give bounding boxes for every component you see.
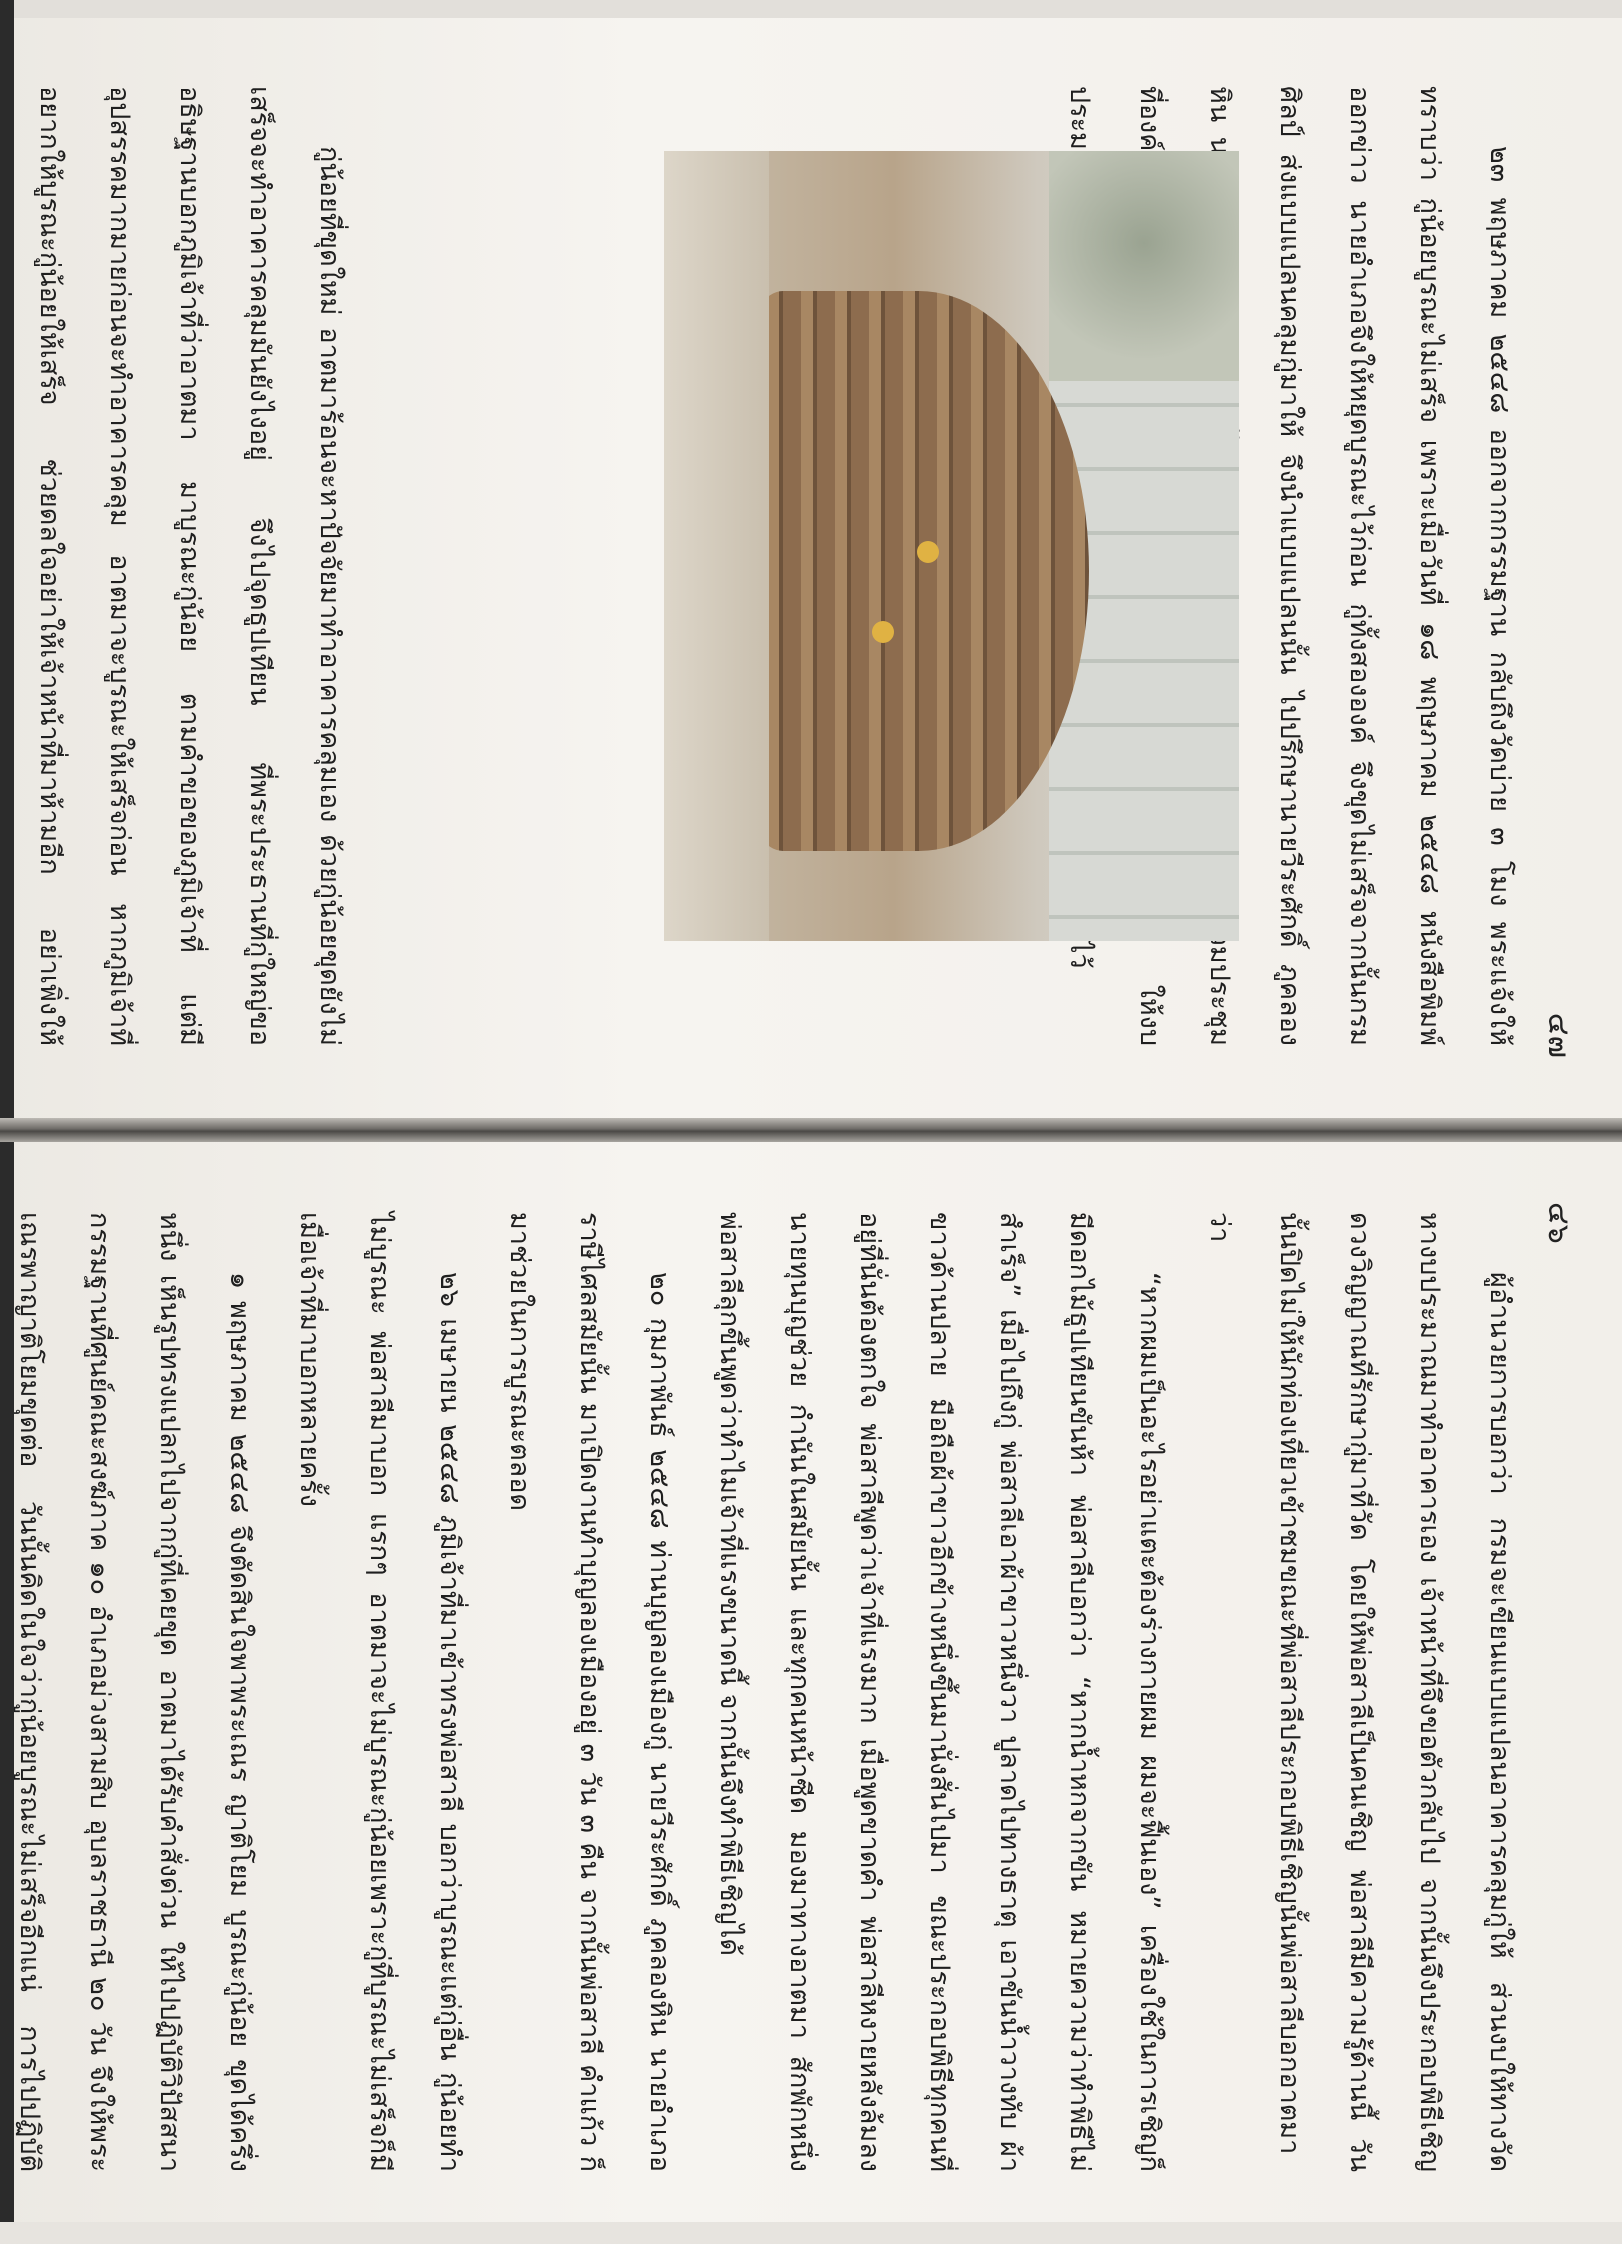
photo-foliage: [1049, 151, 1239, 381]
page-46: [14, 1142, 1604, 2222]
page-number: ๔๖: [1541, 1202, 1576, 1244]
paragraph: ผู้อำนวยการบอกว่า กรมจะเขียนแบบแปลนอาคารคลุมกู่ให้ ส่วนงบให้ทางวัดหางบประมาณมาทำอาคารเอง เจ้าหน้าที่จึงขอตัวกลับไป จากนั้นจึงประกอบพิธีเชิญดวงวิญญาณที่รักษากู่มาที่วัด โดยให้พ่อสาลีเป็นคนเชิญ พ่อสาลีมีความรู้ด้านนี้ วันนั้นปิดไม่ให้นักท่องเที่ยวเข้าชมขณะที่พ่อสาลีประกอบพิธีเชิญนั้นพ่อสาลีบอกอาตมาว่า: [1204, 1212, 1515, 2172]
scanner-edge-bottom: [0, 2222, 1622, 2244]
paragraph: ๑ พฤษภาคม ๒๕๔๘ จึงตัดสินใจพาพระเณร ญาติโยม บูรณะกู่น้อย ขุดได้ครึ่งหนึ่ง เห็นรูปทรงแปลกไปจากกู่ที่เคยขุด อาตมาได้รับคำสั่งด่วน ให้ไปปฏิบัติวิปัสสนากรรมฐานที่ศูนย์คณะสงฆ์ภาค ๑๐ อำเภอม่วงสามสิบ อุบลราชธานี ๒๐ วัน จึงให้พระเณรพาญาติโยมขุดต่อ วันนั้นคิดในใจว่ากู่น้อยบูรณะไม่เสร็จอีกแน่ การไปปฏิบัติ: [14, 1212, 255, 2172]
photo-worker: [872, 621, 894, 643]
photo-brick-ruin: [749, 291, 1089, 851]
page-47: [24, 16, 1604, 1118]
paragraph: กู่น้อยที่ขุดใหม่ อาตมาร้อนจะหาปัจจัยมาทำอาคารคลุมเอง ด้วยกู่น้อยขุดยังไม่เสร็จจะทำอาคารคลุมมันยังไงอยู่ จึงไปจุดธูปเทียน ที่พระประธานที่กู่ใหญ่ขออธิษฐานบอกภูมิเจ้าที่ว่าอาตมา มาบูรณะกู่น้อย ตามคำขอของภูมิเจ้าที่ แต่มีอุปสรรคมากมายก่อนจะทำอาคารคลุม อาตมาจะบูรณะให้เสร็จก่อน หากภูมิเจ้าที่อยากให้บูรณะกู่น้อยให้เสร็จ ช่วยดลใจอย่าให้เจ้าหน้าที่มาห้ามอีก อย่าเพิ่งให้: [34, 86, 345, 1046]
page-number: ๔๗: [1541, 1012, 1576, 1058]
paragraph: ๒๖ เมษายน ๒๕๔๘ ภูมิเจ้าที่มาเข้าทรงพ่อสาลี บอกว่าบูรณะแต่กู่อื่น กู่น้อยทำไม่บูรณะ พ่อสาลีมาบอก แรกๆ อาตมาจะไม่บูรณะกู่น้อยเพราะกู่ที่บูรณะไม่เสร็จก็มี เมื่อเจ้าที่มาบอกหลายครั้ง: [294, 1212, 465, 2172]
paragraph: ๒๐ กุมภาพันธ์ ๒๕๔๘ ท่านบุญลองเมืองกู่ นายวีระศักดิ์ ภูคลองหิน นายอำเภอราษีไศลสมัยนั้น มาเปิดงานทำบุญลองเมืองอยู่ ๓ วัน ๓ คืน จากนั้นพ่อสาลี คำแก้ว ก็มาช่วยในการบูรณะตลอด: [504, 1212, 675, 2172]
paragraph: ๒๓ พฤษภาคม ๒๕๔๘ ออกจากกรรมฐาน กลับถึงวัดบ่าย ๓ โมง พระแจ้งให้ทราบว่า กู่น้อยบูรณะไม่เสร็จ เพราะเมื่อวันที่ ๑๘ พฤษภาคม ๒๕๔๘ หนังสือพิมพ์ออกข่าว นายอำเภอจึงให้หยุดบูรณะไว้ก่อน กู่ทั้งสององค์ จึงขุดไม่เสร็จจากนั้นกรมศิลป์ ส่งแบบแปลนคลุมกู่มาให้ จึงนำแบบแปลนนั้น ไปปรึกษานายวีระศักดิ์ ภูคลองหิน ให้งบประมา: [1064, 86, 1515, 1046]
excavation-photo: [664, 151, 1239, 941]
book-spine: [0, 1118, 1622, 1142]
text-block-after-photo: [0, 86, 364, 1046]
paragraph: “หากผมเป็นอะไรอย่าแตะต้องร่างกายผม ผมจะฟื้นเอง” เครื่องใช้ในการเชิญก็มีดอกไม้ธูปเทียนขันห้า พ่อสาลีบอกว่า “หากน้ำหกจากขัน หมายความว่าทำพิธีไม่สำเร็จ” เมื่อไปถึงกู่ พ่อสาลีเอาผ้าขาวหนึ่งวา ปูลาดไปทางธาตุ เอาขันน้ำวางทับ ผ้าขาวด้านปลาย มือถือผ้าขาวอีกข้างหนึ่งขึ้นมานั่งสั่นไปมา ขณะประกอบพิธีทุกคนที่อยู่ที่นั่นต้องตกใจ พ่อสาลีพูดว่าเจ้าที่แรงมาก เมื่อพูดขาดคำ พ่อสาลีหงายหลังล้มลง นายทุนบุญช่วย กำนันในสมัยนั้น และทุกคนหน้าซีด มองมาทางอาตมา สักพักหนึ่งพ่อสาลีลุกขึ้นพูดว่าทำไมเจ้าที่แรงขนาดนี้ จากนั้นจึงทำพิธีเชิญได้: [714, 1212, 1165, 2172]
photo-ground: [664, 151, 769, 941]
text-block: [0, 1212, 1534, 2172]
photo-worker: [917, 541, 939, 563]
